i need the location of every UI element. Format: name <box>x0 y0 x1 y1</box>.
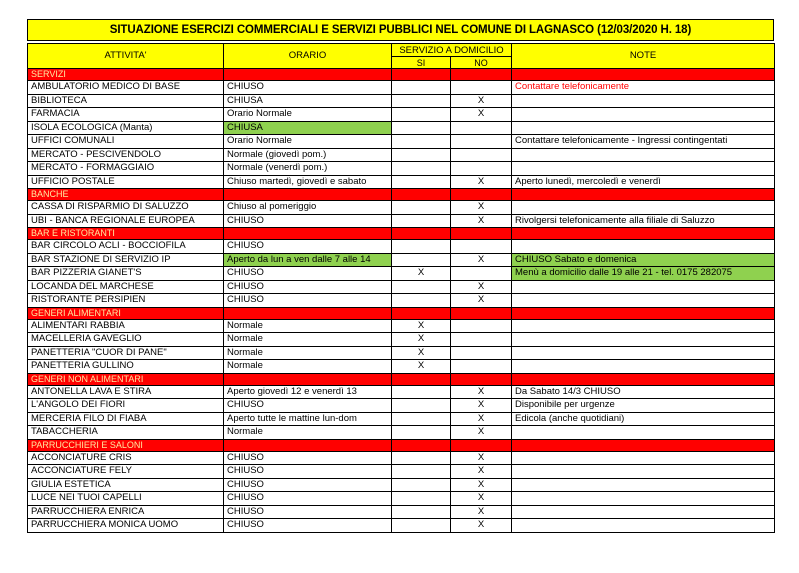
cell-si <box>392 492 451 506</box>
cell-note <box>512 465 775 479</box>
cell-note <box>512 319 775 333</box>
cell-no: X <box>451 175 512 189</box>
section-title: BANCHE <box>28 189 224 201</box>
table-row <box>28 492 775 506</box>
cell-no <box>451 319 512 333</box>
cell-orario: CHIUSO <box>224 267 392 281</box>
cell-no <box>451 121 512 135</box>
section-cell <box>392 373 451 385</box>
cell-orario: Chiuso al pomeriggio <box>224 201 392 215</box>
cell-attivita: BIBLIOTECA <box>28 94 224 108</box>
section-cell <box>392 307 451 319</box>
cell-no: X <box>451 505 512 519</box>
section-cell <box>451 373 512 385</box>
cell-orario: CHIUSO <box>224 519 392 533</box>
cell-si <box>392 385 451 399</box>
header-si: SI <box>392 57 451 69</box>
cell-orario: Normale <box>224 319 392 333</box>
cell-si <box>392 135 451 149</box>
section-title: PARRUCCHIERI E SALONI <box>28 439 224 451</box>
cell-orario: Aperto da lun a ven dalle 7 alle 14 <box>224 253 392 267</box>
section-row <box>28 228 775 240</box>
section-title: SERVIZI <box>28 69 224 81</box>
cell-attivita: BAR STAZIONE DI SERVIZIO IP <box>28 253 224 267</box>
section-row <box>28 439 775 451</box>
cell-note: Menù a domicilio dalle 19 alle 21 - tel. 0175 282075 <box>512 267 775 281</box>
table-row <box>28 267 775 281</box>
cell-attivita: RISTORANTE PERSIPIEN <box>28 294 224 308</box>
cell-attivita: BAR PIZZERIA GIANET'S <box>28 267 224 281</box>
cell-no: X <box>451 451 512 465</box>
section-cell <box>392 439 451 451</box>
table-row <box>28 201 775 215</box>
cell-orario: Normale <box>224 426 392 440</box>
cell-note <box>512 294 775 308</box>
spreadsheet <box>27 19 774 533</box>
section-cell <box>392 228 451 240</box>
table-row <box>28 412 775 426</box>
cell-note <box>512 346 775 360</box>
table-row <box>28 214 775 228</box>
cell-orario: CHIUSO <box>224 505 392 519</box>
table-row <box>28 240 775 254</box>
cell-si <box>392 294 451 308</box>
cell-attivita: LUCE NEI TUOI CAPELLI <box>28 492 224 506</box>
cell-orario: CHIUSA <box>224 121 392 135</box>
cell-si <box>392 426 451 440</box>
cell-no <box>451 333 512 347</box>
cell-attivita: GIULIA ESTETICA <box>28 478 224 492</box>
cell-orario: Normale <box>224 346 392 360</box>
cell-si <box>392 465 451 479</box>
table-row <box>28 519 775 533</box>
header-orario: ORARIO <box>224 44 392 69</box>
cell-attivita: TABACCHERIA <box>28 426 224 440</box>
section-cell <box>224 228 392 240</box>
cell-attivita: MERCERIA FILO DI FIABA <box>28 412 224 426</box>
section-cell <box>512 189 775 201</box>
section-cell <box>451 69 512 81</box>
cell-note: CHIUSO Sabato e domenica <box>512 253 775 267</box>
cell-orario: CHIUSO <box>224 240 392 254</box>
cell-note <box>512 451 775 465</box>
cell-si <box>392 148 451 162</box>
section-cell <box>224 189 392 201</box>
table-row <box>28 346 775 360</box>
table-row <box>28 399 775 413</box>
cell-no: X <box>451 108 512 122</box>
cell-no <box>451 135 512 149</box>
cell-attivita: PARRUCCHIERA ENRICA <box>28 505 224 519</box>
section-row <box>28 373 775 385</box>
section-title: GENERI ALIMENTARI <box>28 307 224 319</box>
section-cell <box>512 69 775 81</box>
cell-orario: CHIUSO <box>224 399 392 413</box>
section-cell <box>512 307 775 319</box>
cell-attivita: ACCONCIATURE CRIS <box>28 451 224 465</box>
section-cell <box>451 307 512 319</box>
cell-note <box>512 162 775 176</box>
section-cell <box>392 189 451 201</box>
cell-si <box>392 94 451 108</box>
cell-attivita: FARMACIA <box>28 108 224 122</box>
cell-no: X <box>451 412 512 426</box>
cell-attivita: L'ANGOLO DEI FIORI <box>28 399 224 413</box>
section-row <box>28 69 775 81</box>
table-row <box>28 280 775 294</box>
cell-orario: Chiuso martedì, giovedì e sabato <box>224 175 392 189</box>
cell-no: X <box>451 426 512 440</box>
header-note: NOTE <box>512 44 775 69</box>
cell-no <box>451 148 512 162</box>
table-row <box>28 294 775 308</box>
section-cell <box>512 439 775 451</box>
section-cell <box>224 307 392 319</box>
cell-si <box>392 399 451 413</box>
header-attivita: ATTIVITA' <box>28 44 224 69</box>
cell-no: X <box>451 201 512 215</box>
cell-attivita: BAR CIRCOLO ACLI - BOCCIOFILA <box>28 240 224 254</box>
cell-si <box>392 162 451 176</box>
section-cell <box>512 373 775 385</box>
cell-orario: Orario Normale <box>224 108 392 122</box>
cell-attivita: PANETTERIA "CUOR DI PANE" <box>28 346 224 360</box>
table-row <box>28 162 775 176</box>
cell-si <box>392 201 451 215</box>
section-cell <box>224 439 392 451</box>
cell-orario: CHIUSO <box>224 214 392 228</box>
cell-attivita: CASSA DI RISPARMIO DI SALUZZO <box>28 201 224 215</box>
table-row <box>28 81 775 95</box>
cell-si <box>392 412 451 426</box>
cell-no <box>451 346 512 360</box>
cell-note: Aperto lunedì, mercoledì e venerdì <box>512 175 775 189</box>
cell-orario: CHIUSO <box>224 478 392 492</box>
cell-no <box>451 162 512 176</box>
cell-note <box>512 280 775 294</box>
cell-si <box>392 81 451 95</box>
table-row <box>28 108 775 122</box>
cell-orario: CHIUSO <box>224 280 392 294</box>
cell-attivita: ACCONCIATURE FELY <box>28 465 224 479</box>
cell-no: X <box>451 294 512 308</box>
cell-orario: Normale <box>224 333 392 347</box>
section-cell <box>451 189 512 201</box>
cell-no: X <box>451 214 512 228</box>
section-title: GENERI NON ALIMENTARI <box>28 373 224 385</box>
cell-orario: CHIUSO <box>224 294 392 308</box>
cell-orario: CHIUSO <box>224 451 392 465</box>
cell-orario: CHIUSO <box>224 465 392 479</box>
cell-note <box>512 94 775 108</box>
cell-si <box>392 175 451 189</box>
section-cell <box>451 228 512 240</box>
cell-attivita: MACELLERIA GAVEGLIO <box>28 333 224 347</box>
table-row <box>28 451 775 465</box>
cell-no: X <box>451 385 512 399</box>
cell-no <box>451 360 512 374</box>
cell-note: Contattare telefonicamente - Ingressi contingentati <box>512 135 775 149</box>
table-row <box>28 94 775 108</box>
cell-si <box>392 519 451 533</box>
section-cell <box>224 373 392 385</box>
section-cell <box>512 228 775 240</box>
table-row <box>28 121 775 135</box>
cell-si <box>392 505 451 519</box>
cell-note <box>512 148 775 162</box>
cell-si: X <box>392 346 451 360</box>
table-row <box>28 385 775 399</box>
cell-attivita: MERCATO - FORMAGGIAIO <box>28 162 224 176</box>
cell-si <box>392 121 451 135</box>
cell-attivita: AMBULATORIO MEDICO DI BASE <box>28 81 224 95</box>
cell-note <box>512 201 775 215</box>
cell-si <box>392 253 451 267</box>
cell-note <box>512 426 775 440</box>
cell-orario: CHIUSA <box>224 94 392 108</box>
cell-si: X <box>392 333 451 347</box>
cell-si <box>392 240 451 254</box>
cell-orario: CHIUSO <box>224 81 392 95</box>
cell-note: Disponibile per urgenze <box>512 399 775 413</box>
table-row <box>28 426 775 440</box>
cell-attivita: ISOLA ECOLOGICA (Manta) <box>28 121 224 135</box>
table-row <box>28 175 775 189</box>
cell-no: X <box>451 399 512 413</box>
table-row <box>28 148 775 162</box>
cell-attivita: PANETTERIA GULLINO <box>28 360 224 374</box>
cell-no: X <box>451 280 512 294</box>
cell-orario: Normale <box>224 360 392 374</box>
cell-si <box>392 451 451 465</box>
cell-note <box>512 492 775 506</box>
cell-note: Rivolgersi telefonicamente alla filiale di Saluzzo <box>512 214 775 228</box>
section-cell <box>451 439 512 451</box>
cell-note <box>512 478 775 492</box>
cell-note <box>512 240 775 254</box>
cell-no: X <box>451 492 512 506</box>
activities-table <box>27 43 775 533</box>
cell-no: X <box>451 94 512 108</box>
cell-si <box>392 214 451 228</box>
cell-note <box>512 333 775 347</box>
table-row <box>28 333 775 347</box>
cell-attivita: UFFICIO POSTALE <box>28 175 224 189</box>
cell-attivita: MERCATO - PESCIVENDOLO <box>28 148 224 162</box>
cell-attivita: ANTONELLA LAVA E STIRA <box>28 385 224 399</box>
cell-no <box>451 81 512 95</box>
section-row <box>28 189 775 201</box>
section-row <box>28 307 775 319</box>
cell-note: Contattare telefonicamente <box>512 81 775 95</box>
section-cell <box>224 69 392 81</box>
cell-si: X <box>392 319 451 333</box>
cell-no: X <box>451 253 512 267</box>
section-title: BAR E RISTORANTI <box>28 228 224 240</box>
cell-si: X <box>392 360 451 374</box>
header-servizio: SERVIZIO A DOMICILIO <box>392 44 512 57</box>
cell-si <box>392 478 451 492</box>
table-row <box>28 465 775 479</box>
cell-note <box>512 505 775 519</box>
cell-attivita: ALIMENTARI RABBIA <box>28 319 224 333</box>
cell-orario: Normale (venerdì pom.) <box>224 162 392 176</box>
table-row <box>28 135 775 149</box>
table-row <box>28 253 775 267</box>
cell-attivita: UBI - BANCA REGIONALE EUROPEA <box>28 214 224 228</box>
table-row <box>28 319 775 333</box>
cell-orario: CHIUSO <box>224 492 392 506</box>
cell-no: X <box>451 519 512 533</box>
cell-si: X <box>392 267 451 281</box>
cell-no <box>451 267 512 281</box>
table-row <box>28 360 775 374</box>
cell-note: Da Sabato 14/3 CHIUSO <box>512 385 775 399</box>
sheet-title: SITUAZIONE ESERCIZI COMMERCIALI E SERVIZI PUBBLICI NEL COMUNE DI LAGNASCO (12/03/2020 H. 18) <box>27 19 774 41</box>
cell-orario: Aperto tutte le mattine lun-dom <box>224 412 392 426</box>
table-row <box>28 505 775 519</box>
cell-no <box>451 240 512 254</box>
cell-note: Edicola (anche quotidiani) <box>512 412 775 426</box>
cell-attivita: LOCANDA DEL MARCHESE <box>28 280 224 294</box>
cell-note <box>512 121 775 135</box>
cell-orario: Aperto giovedì 12 e venerdì 13 <box>224 385 392 399</box>
cell-note <box>512 519 775 533</box>
section-cell <box>392 69 451 81</box>
header-no: NO <box>451 57 512 69</box>
cell-no: X <box>451 478 512 492</box>
table-row <box>28 478 775 492</box>
cell-note <box>512 360 775 374</box>
cell-si <box>392 108 451 122</box>
cell-attivita: UFFICI COMUNALI <box>28 135 224 149</box>
cell-note <box>512 108 775 122</box>
cell-attivita: PARRUCCHIERA MONICA UOMO <box>28 519 224 533</box>
header-row <box>28 44 775 57</box>
cell-no: X <box>451 465 512 479</box>
cell-orario: Normale (giovedì pom.) <box>224 148 392 162</box>
cell-si <box>392 280 451 294</box>
cell-orario: Orario Normale <box>224 135 392 149</box>
